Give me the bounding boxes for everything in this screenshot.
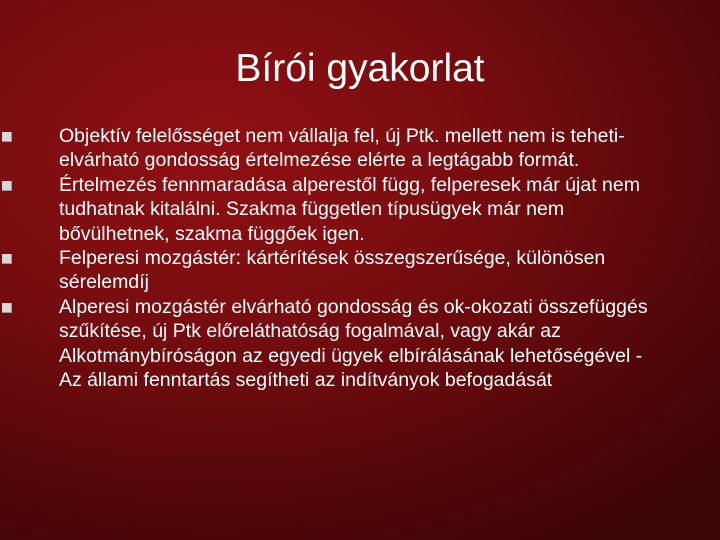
bullet-item (0, 295, 659, 393)
square-bullet-icon (2, 303, 12, 313)
square-bullet-icon (2, 132, 12, 142)
bullet-item (0, 124, 659, 173)
bullet-text: Felperesi mozgástér: kártérítések összegszerűsége, különösen sérelemdíj (59, 247, 606, 294)
bullet-item (0, 173, 659, 246)
bullet-text: Értelmezés fennmaradása alperestől függ, felperesek már újat nem tudhatnak kitalálni. Szakma független típusügyek már nem bővülhetnek, szakma függőek igen. (59, 173, 640, 245)
bullet-text: Objektív felelősséget nem vállalja fel, új Ptk. mellett nem is teheti- elvárható gondosság értelmezése elérte a legtágabb formát. (59, 125, 625, 172)
square-bullet-icon (2, 254, 12, 264)
bullet-list (0, 124, 720, 392)
bullet-text: Alperesi mozgástér elvárható gondosság és ok-okozati összefüggés szűkítése, új Ptk előreláthatóság fogalmával, vagy akár az Alkotmánybíróságon az egyedi ügyek elbírálásának lehetőségével - Az állami fenntartás segítheti az indítványok befogadását (59, 295, 648, 392)
bullet-item (0, 246, 659, 295)
square-bullet-icon (2, 181, 12, 191)
slide-title: Bírói gyakorlat (235, 47, 485, 90)
